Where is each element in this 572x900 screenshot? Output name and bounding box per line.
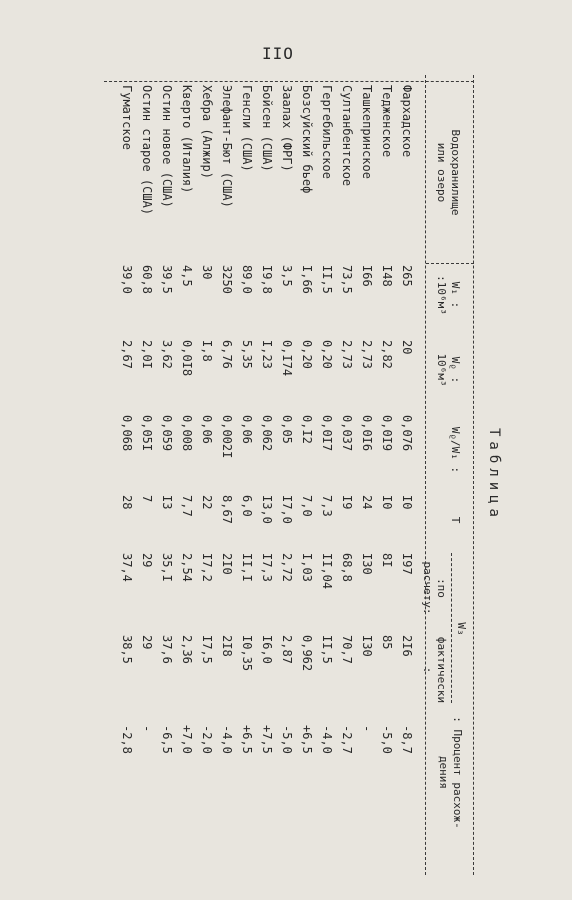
cell-name: Гергебильское [320,85,334,179]
cell-calc: I7,2 [200,553,214,582]
cell-w1: II,5 [320,265,334,294]
cell-w1: 4,5 [180,265,194,287]
cell-name: Фархадское [400,85,414,158]
table-row [177,75,196,875]
cell-calc: 29 [140,553,154,568]
cell-calc: I30 [360,553,374,575]
header-w1 [434,265,462,325]
cell-w1: 3,5 [280,265,294,287]
cell-wp: 0,20 [300,340,314,369]
cell-w1: 30 [200,265,214,280]
header-sep-1 [426,263,474,264]
cell-t: I7,0 [280,495,294,524]
cell-ratio: 0,002I [220,415,234,459]
header-reservoir-line2: или озеро [435,142,448,203]
cell-wp: 5,35 [240,340,254,369]
cell-fact: I0,35 [240,635,254,672]
cell-w1: 39,0 [120,265,134,294]
cell-pct: - [140,725,154,733]
cell-wp: 0,I74 [280,340,294,377]
cell-fact: 38,5 [120,635,134,664]
table-row [397,75,416,875]
table-title: Таблица [486,427,502,522]
cell-name: Генсли (США) [240,85,254,172]
cell-t: 6,0 [240,495,254,517]
cell-wp: 0,20 [320,340,334,369]
cell-w1: 89,0 [240,265,254,294]
header-pct [436,715,464,830]
cell-wp: 2,73 [340,340,354,369]
cell-ratio: 0,0I9 [380,415,394,452]
cell-w1: I,66 [300,265,314,294]
table-row [137,75,156,875]
cell-pct: +6,5 [300,725,314,754]
cell-ratio: 0,06 [240,415,254,444]
cell-w1: 3250 [220,265,234,294]
table-row [277,75,296,875]
cell-ratio: 0,I2 [300,415,314,444]
header-bottom-rule [425,75,426,875]
table-row [197,75,216,875]
cell-fact: 0,962 [300,635,314,672]
cell-pct: -4,0 [220,725,234,754]
cell-ratio: 0,0I7 [320,415,334,452]
cell-t: I3,0 [260,495,274,524]
cell-fact: I30 [360,635,374,657]
cell-ratio: 0,05 [280,415,294,444]
header-w1-label: W₁ : [449,281,462,309]
header-reservoir-line1: Водохранилище [449,129,462,216]
table-row [297,75,316,875]
table-row [237,75,256,875]
cell-calc: II,04 [320,553,334,590]
cell-w1: 60,8 [140,265,154,294]
cell-ratio: 0,037 [340,415,354,452]
cell-ratio: 0,05I [140,415,154,452]
header-top-rule [473,75,474,875]
cell-t: 8,67 [220,495,234,524]
header-pct-line1: : Процент расхож- [451,716,464,829]
header-wp-label: Wᵨ : [449,356,462,384]
cell-calc: II,I [240,553,254,582]
header-t [448,495,462,545]
cell-calc: 35,I [160,553,174,582]
cell-ratio: 0,0I6 [360,415,374,452]
cell-calc: I97 [400,553,414,575]
cell-name: Остин старое (США) [140,85,154,216]
cell-t: 7,0 [300,495,314,517]
cell-fact: I7,5 [200,635,214,664]
rotated-table [90,75,510,875]
cell-fact: I6,0 [260,635,274,664]
table-row [377,75,396,875]
cell-calc: I,03 [300,553,314,582]
cell-wp: I,23 [260,340,274,369]
cell-pct: -2,8 [120,725,134,754]
cell-w1: I66 [360,265,374,287]
cell-pct: +6,5 [240,725,254,754]
cell-fact: 85 [380,635,394,650]
cell-calc: 2I0 [220,553,234,575]
cell-fact: 29 [140,635,154,650]
cell-calc: 68,8 [340,553,354,582]
cell-fact: 37,6 [160,635,174,664]
table-row [117,75,136,875]
cell-pct: -5,0 [280,725,294,754]
cell-ratio: 0,059 [160,415,174,452]
cell-ratio: 0,068 [120,415,134,452]
header-calc: :по расчету: [421,561,448,615]
cell-t: 24 [360,495,374,510]
cell-fact: 70,7 [340,635,354,664]
cell-t: 22 [200,495,214,510]
cell-wp: 2,67 [120,340,134,369]
cell-name: Гуматское [120,85,134,151]
cell-name: Хебра (Алжир) [200,85,214,179]
cell-t: 28 [120,495,134,510]
cell-calc: 2,54 [180,553,194,582]
cell-name: Кверто (Италия) [180,85,194,194]
header-wp [434,340,462,400]
cell-wp: 3,62 [160,340,174,369]
cell-ratio: 0,062 [260,415,274,452]
cell-ratio: 0,076 [400,415,414,452]
cell-calc: 37,4 [120,553,134,582]
table-row [357,75,376,875]
cell-t: 7,7 [180,495,194,517]
header-t-label: T [449,516,462,524]
cell-fact: 2I8 [220,635,234,657]
header-w3-label: W₃ [455,622,468,636]
table-row [257,75,276,875]
cell-ratio: 0,06 [200,415,214,444]
cell-name: Остин новое (США) [160,85,174,208]
cell-t: I0 [380,495,394,510]
cell-wp: I,8 [200,340,214,362]
cell-wp: 2,82 [380,340,394,369]
cell-calc: I7,3 [260,553,274,582]
header-wp-unit: 10⁶м³ [435,353,448,387]
cell-w1: 73,5 [340,265,354,294]
table-row [157,75,176,875]
cell-wp: 2,73 [360,340,374,369]
cell-pct: - [360,725,374,733]
cell-pct: -4,0 [320,725,334,754]
header-ratio-label: Wᵨ/W₁ : [449,426,462,474]
cell-w1: I9,8 [260,265,274,294]
cell-wp: 2,0I [140,340,154,369]
header-pct-line2: дения [437,755,450,790]
cell-w1: I48 [380,265,394,287]
cell-fact: II,5 [320,635,334,664]
header-w3-rule [451,553,452,703]
cell-pct: -8,7 [400,725,414,754]
cell-name: Тедженское [380,85,394,158]
header-fact: фактически : [421,636,448,704]
table-row [217,75,236,875]
cell-wp: 0,0I8 [180,340,194,377]
cell-name: Заалах (ФРГ) [280,85,294,172]
cell-fact: 2,36 [180,635,194,664]
cell-pct: -2,7 [340,725,354,754]
cell-ratio: 0,008 [180,415,194,452]
cell-pct: -5,0 [380,725,394,754]
cell-name: Султанбентское [340,85,354,187]
header-w3 [454,553,468,705]
cell-t: I9 [340,495,354,510]
cell-wp: 20 [400,340,414,355]
cell-calc: 2,72 [280,553,294,582]
cell-fact: 2I6 [400,635,414,657]
cell-t: I0 [400,495,414,510]
cell-pct: -2,0 [200,725,214,754]
header-reservoir [434,85,462,260]
cell-name: Бозсуйский бьеф [300,85,314,194]
cell-pct: +7,5 [260,725,274,754]
cell-w1: 265 [400,265,414,287]
cell-pct: +7,0 [180,725,194,754]
cell-t: I3 [160,495,174,510]
table-row [317,75,336,875]
header-ratio [448,415,462,485]
cell-t: 7,3 [320,495,334,517]
page-number: IIO [262,44,294,63]
cell-wp: 6,76 [220,340,234,369]
cell-w1: 39,5 [160,265,174,294]
cell-name: Бойсен (США) [260,85,274,172]
cell-name: Элефант-Бют (США) [220,85,234,208]
header-w1-unit: :10⁶м³ [435,275,448,315]
cell-fact: 2,87 [280,635,294,664]
cell-pct: -6,5 [160,725,174,754]
cell-name: Ташкепринское [360,85,374,179]
table-row [337,75,356,875]
cell-t: 7 [140,495,154,503]
cell-calc: 8I [380,553,394,568]
